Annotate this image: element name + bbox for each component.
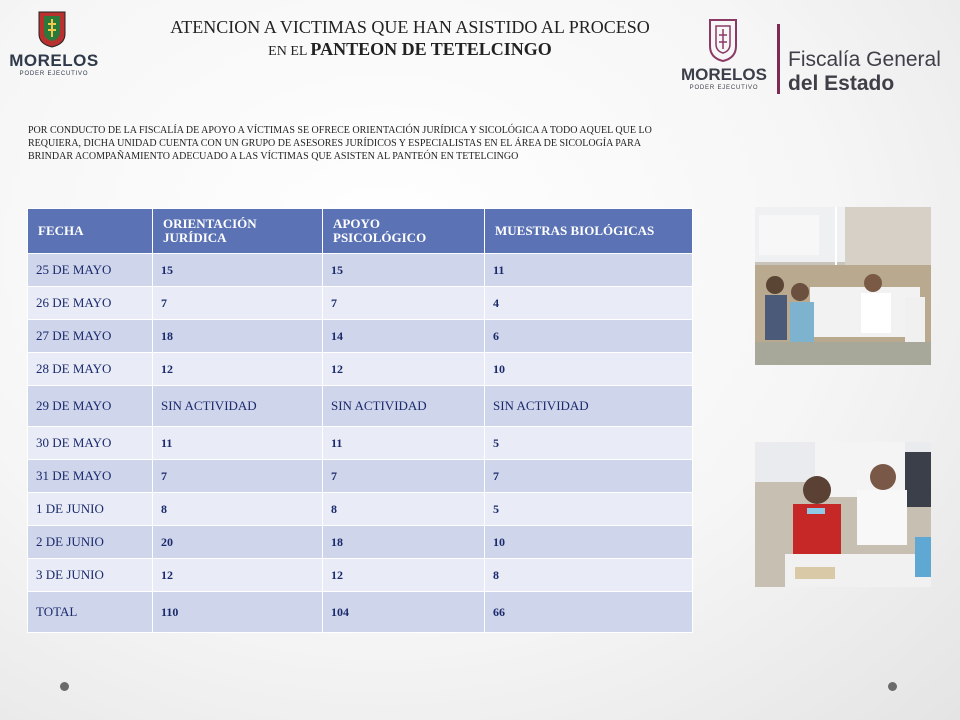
- page-title: [108, 16, 712, 63]
- title-line-2-bold: PANTEON DE TETELCINGO: [310, 39, 552, 59]
- cell-muestras: 10: [485, 353, 693, 386]
- cell-orientacion: 18: [153, 320, 323, 353]
- table-row: [28, 460, 693, 493]
- morelos-shield-outline-icon: [708, 18, 738, 62]
- logo-left-subtitle: PODER EJECUTIVO: [19, 71, 89, 77]
- cell-apoyo: 7: [323, 460, 485, 493]
- cell-fecha: 30 DE MAYO: [28, 427, 153, 460]
- table-row-total: [28, 592, 693, 633]
- cell-muestras: SIN ACTIVIDAD: [485, 386, 693, 427]
- cell-fecha: 26 DE MAYO: [28, 287, 153, 320]
- title-line-2-prefix: EN EL: [268, 44, 311, 59]
- logo-right-subtitle: PODER EJECUTIVO: [689, 85, 759, 91]
- cell-fecha: 27 DE MAYO: [28, 320, 153, 353]
- cell-total-apoyo: 104: [323, 592, 485, 633]
- agency-name-line-1: Fiscalía General: [788, 48, 941, 71]
- cell-muestras: 6: [485, 320, 693, 353]
- cell-apoyo: 18: [323, 526, 485, 559]
- table-row: [28, 559, 693, 592]
- bullet-dot-left: [60, 682, 69, 691]
- cell-apoyo: 7: [323, 287, 485, 320]
- table-row: [28, 526, 693, 559]
- cell-fecha: 29 DE MAYO: [28, 386, 153, 427]
- cell-fecha: 25 DE MAYO: [28, 254, 153, 287]
- fiscalia-logo-right: [676, 18, 956, 98]
- cell-total-muestras: 66: [485, 592, 693, 633]
- table-row: [28, 353, 693, 386]
- cell-fecha: 28 DE MAYO: [28, 353, 153, 386]
- cell-muestras: 11: [485, 254, 693, 287]
- morelos-logo-left: [8, 10, 100, 78]
- logo-left-name: MORELOS: [9, 51, 99, 70]
- cell-apoyo: 12: [323, 559, 485, 592]
- table-row: [28, 287, 693, 320]
- cell-orientacion: 11: [153, 427, 323, 460]
- cell-apoyo: 12: [323, 353, 485, 386]
- cell-muestras: 10: [485, 526, 693, 559]
- cell-fecha: 1 DE JUNIO: [28, 493, 153, 526]
- cell-muestras: 7: [485, 460, 693, 493]
- cell-apoyo: 14: [323, 320, 485, 353]
- cell-orientacion: 7: [153, 287, 323, 320]
- cell-muestras: 5: [485, 427, 693, 460]
- title-line-2: [108, 38, 712, 63]
- event-photo-2: [755, 442, 931, 587]
- morelos-shield-icon: [37, 10, 67, 48]
- cell-apoyo: 11: [323, 427, 485, 460]
- cell-muestras: 8: [485, 559, 693, 592]
- cell-muestras: 5: [485, 493, 693, 526]
- title-line-1: ATENCION A VICTIMAS QUE HAN ASISTIDO AL PROCESO: [170, 17, 650, 37]
- intro-paragraph: POR CONDUCTO DE LA FISCALÍA DE APOYO A VÍCTIMAS SE OFRECE ORIENTACIÓN JURÍDICA Y SICOLÓGICA A TODO AQUEL QUE LO REQUIERA, DICHA UNIDAD CUENTA CON UN GRUPO DE ASESORES JURÍDICOS Y ESPECIALISTAS EN EL ÁREA DE SICOLOGÍA PARA BRINDAR ACOMPAÑAMIENTO ADECUADO A LAS VÍCTIMAS QUE ASISTEN AL PANTEÓN EN TETELCINGO: [28, 125, 652, 162]
- table-row: [28, 386, 693, 427]
- cell-total-orientacion: 110: [153, 592, 323, 633]
- cell-fecha: 31 DE MAYO: [28, 460, 153, 493]
- cell-muestras: 4: [485, 287, 693, 320]
- cell-orientacion: 15: [153, 254, 323, 287]
- cell-apoyo: 8: [323, 493, 485, 526]
- header-orientacion-juridica: ORIENTACIÓN JURÍDICA: [153, 209, 323, 254]
- cell-apoyo: 15: [323, 254, 485, 287]
- table-row: [28, 320, 693, 353]
- logo-divider: [777, 24, 780, 94]
- header-fecha: FECHA: [28, 209, 153, 254]
- cell-apoyo: SIN ACTIVIDAD: [323, 386, 485, 427]
- header-muestras-biologicas: MUESTRAS BIOLÓGICAS: [485, 209, 693, 254]
- cell-orientacion: 12: [153, 353, 323, 386]
- cell-total-label: TOTAL: [28, 592, 153, 633]
- cell-fecha: 2 DE JUNIO: [28, 526, 153, 559]
- cell-orientacion: 20: [153, 526, 323, 559]
- table-row: [28, 427, 693, 460]
- table-row: [28, 254, 693, 287]
- logo-right-name: MORELOS: [681, 65, 767, 84]
- agency-name-line-2: del Estado: [788, 72, 895, 95]
- cell-orientacion: 12: [153, 559, 323, 592]
- cell-orientacion: 8: [153, 493, 323, 526]
- table-row: [28, 493, 693, 526]
- bullet-dot-right: [888, 682, 897, 691]
- table-header-row: [28, 209, 693, 254]
- event-photo-1: [755, 207, 931, 365]
- victim-attention-table: [27, 208, 693, 633]
- cell-orientacion: SIN ACTIVIDAD: [153, 386, 323, 427]
- header-apoyo-psicologico: APOYO PSICOLÓGICO: [323, 209, 485, 254]
- cell-fecha: 3 DE JUNIO: [28, 559, 153, 592]
- cell-orientacion: 7: [153, 460, 323, 493]
